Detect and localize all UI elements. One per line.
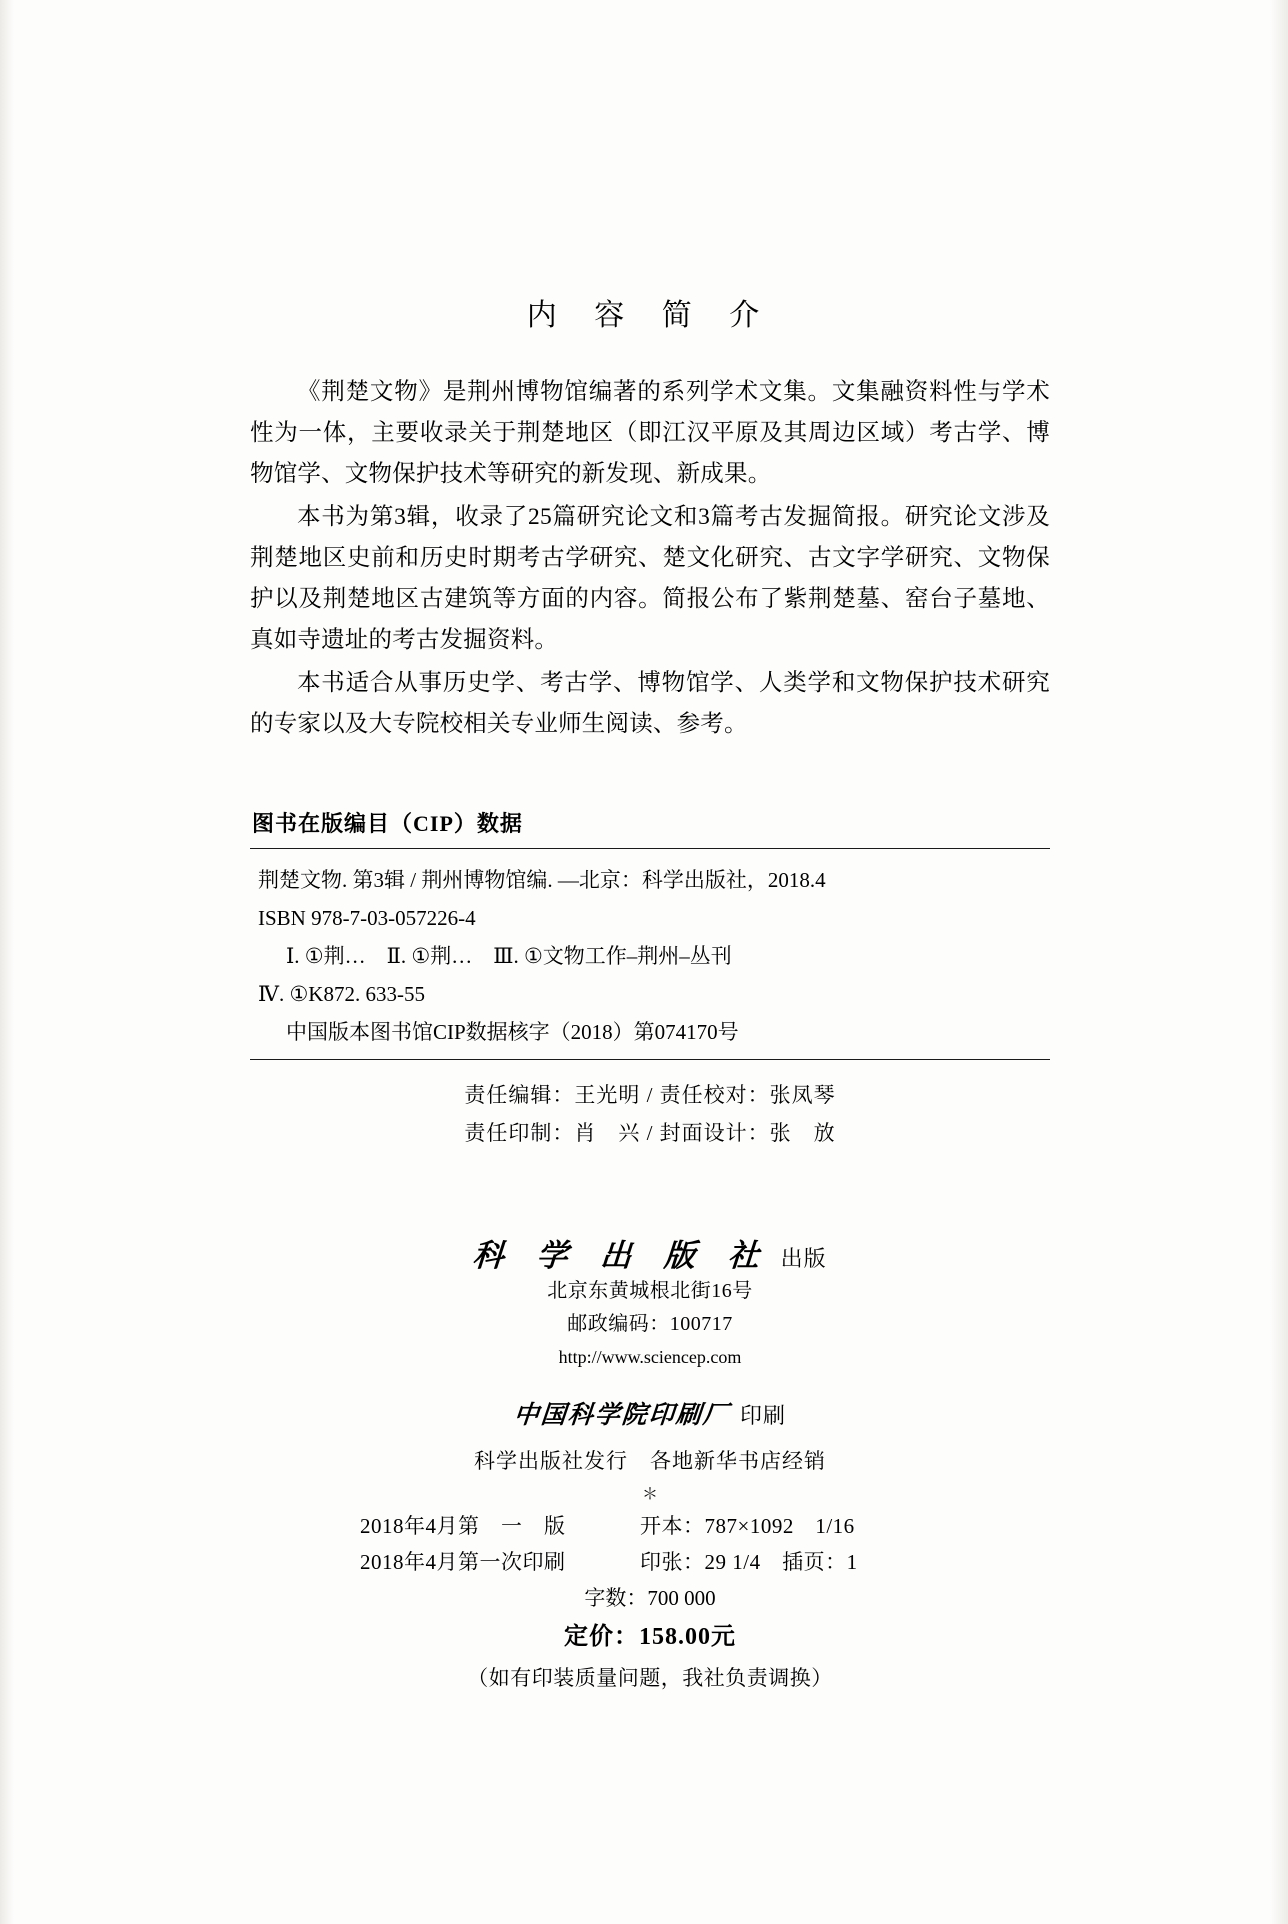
print-specs [250,1508,1050,1698]
spec-word-count: 字数：700 000 [584,1586,716,1610]
abstract-paragraph-2: 本书为第3辑，收录了25篇研究论文和3篇考古发掘简报。研究论文涉及荆楚地区史前和历史时期考古学研究、楚文化研究、古文字学研究、文物保护以及荆楚地区古建筑等方面的内容。简报公布了紫荆楚墓、窑台子墓地、真如寺遗址的考古发掘资料。 [250,504,1050,653]
spec-edition-date: 2018年4月第 一 版 [360,1514,566,1538]
publisher-name-row [250,1230,1050,1275]
cip-line-isbn: ISBN 978-7-03-057226-4 [258,906,476,930]
publisher-address: 北京东黄城根北街16号 [547,1280,753,1302]
staff-editor-line: 责任编辑：王光明 / 责任校对：张凤琴 [464,1083,836,1107]
spec-row-printing [250,1544,1050,1580]
page-content [250,290,1050,1698]
cip-block [250,807,1050,1060]
cip-lines [250,849,1050,1059]
publisher-postcode: 邮政编码：100717 [567,1313,733,1335]
separator-star: ＊ [641,1486,658,1503]
spec-print-date: 2018年4月第一次印刷 [360,1550,566,1574]
abstract-paragraph-1: 《荆楚文物》是荆州博物馆编著的系列学术文集。文集融资料性与学术性为一体，主要收录关于荆楚地区（即江汉平原及其周边区域）考古学、博物馆学、文物保护技术等研究的新发现、新成果。 [250,379,1050,487]
printer-suffix: 印刷 [740,1403,787,1428]
spec-format: 开本：787×1092 1/16 [640,1514,855,1538]
publisher-url[interactable]: http://www.sciencep.com [558,1347,742,1367]
abstract-title: 内 容 简 介 [526,298,774,333]
printer-name: 中国科学院印刷厂 [512,1400,732,1429]
cip-line-classification: Ⅰ. ①荆… Ⅱ. ①荆… Ⅲ. ①文物工作–荆州–丛刊 [286,944,732,968]
staff-credits [250,1060,1050,1160]
publisher-logo: 科 学 出 版 社 [471,1238,772,1274]
spec-sheets: 印张：29 1/4 插页：1 [640,1550,858,1574]
publisher-name-suffix: 出版 [780,1246,827,1271]
spec-row-edition [250,1508,1050,1544]
quality-note: （如有印装质量问题，我社负责调换） [467,1666,833,1690]
publisher-block [250,1230,1050,1504]
cip-line-cn-class: Ⅳ. ①K872. 633-55 [258,982,425,1006]
price-label: 定价：158.00元 [564,1624,736,1650]
abstract-paragraph-3: 本书适合从事历史学、考古学、博物馆学、人类学和文物保护技术研究的专家以及大专院校相关专业师生阅读、参考。 [250,670,1050,737]
distribution-line: 科学出版社发行 各地新华书店经销 [474,1449,826,1473]
staff-production-line: 责任印制：肖 兴 / 封面设计：张 放 [464,1121,836,1145]
printer-row [250,1395,1050,1431]
cip-heading: 图书在版编目（CIP）数据 [252,811,523,836]
cip-line-title: 荆楚文物. 第3辑 / 荆州博物馆编. —北京：科学出版社，2018.4 [258,868,826,892]
cip-line-registry: 中国版本图书馆CIP数据核字（2018）第074170号 [286,1020,739,1044]
